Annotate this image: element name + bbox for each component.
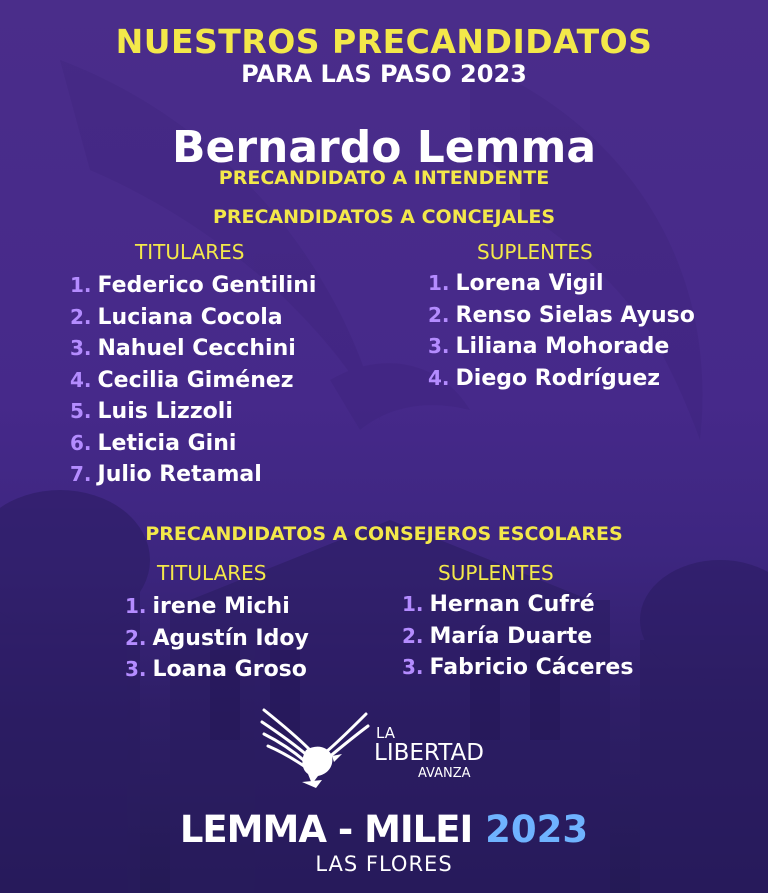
eagle-icon — [258, 704, 370, 790]
concejales-suplentes-label: SUPLENTES — [477, 240, 593, 264]
list-number: 3. — [402, 655, 424, 679]
slogan-year: 2023 — [485, 808, 589, 851]
list-number: 4. — [428, 365, 450, 390]
footer-slogan — [0, 808, 768, 851]
list-item — [402, 589, 633, 621]
list-number: 3. — [70, 336, 92, 360]
list-item — [70, 428, 316, 460]
slogan-names: LEMMA - MILEI — [179, 808, 473, 851]
list-item — [125, 591, 309, 623]
list-number: 3. — [428, 334, 450, 358]
list-item — [70, 396, 316, 428]
candidate-name: Diego Rodríguez — [455, 365, 661, 391]
list-item — [428, 331, 695, 363]
candidate-name: Fabricio Cáceres — [429, 655, 634, 680]
page-subtitle: PARA LAS PASO 2023 — [241, 60, 527, 88]
list-number: 2. — [428, 302, 450, 327]
consejeros-titulares-label: TITULARES — [157, 561, 267, 585]
concejales-titulares-label: TITULARES — [135, 240, 245, 264]
consejeros-heading: PRECANDIDATOS A CONSEJEROS ESCOLARES — [145, 523, 623, 545]
candidate-name: Julio Retamal — [97, 462, 262, 487]
candidate-name: Hernan Cufré — [429, 592, 595, 617]
candidate-name: Lorena Vigil — [455, 271, 604, 296]
logo-line-libertad: LIBERTAD — [374, 740, 484, 766]
candidate-name: irene Michi — [152, 594, 290, 619]
list-item — [428, 268, 695, 300]
party-logo — [258, 704, 518, 794]
intendente-name: Bernardo Lemma — [171, 122, 597, 173]
candidate-name: Loana Groso — [152, 657, 307, 682]
list-number: 6. — [70, 430, 92, 455]
list-item — [70, 302, 316, 334]
candidate-name: Cecilia Giménez — [97, 367, 294, 393]
candidate-name: Leticia Gini — [97, 430, 237, 456]
candidate-name: Luciana Cocola — [97, 304, 283, 330]
candidate-name: María Duarte — [429, 623, 593, 649]
concejales-suplentes-list — [428, 268, 695, 394]
list-item — [125, 654, 309, 686]
candidate-name: Renso Sielas Ayuso — [455, 302, 695, 328]
list-number: 2. — [402, 623, 424, 648]
list-item — [70, 365, 316, 397]
list-number: 4. — [70, 367, 92, 392]
list-item — [125, 623, 309, 655]
consejeros-titulares-list — [125, 591, 309, 686]
list-number: 7. — [70, 462, 92, 486]
list-number: 5. — [70, 399, 92, 423]
candidate-name: Federico Gentilini — [97, 273, 317, 298]
list-number: 2. — [70, 304, 92, 329]
candidate-name: Nahuel Cecchini — [97, 336, 296, 361]
list-item — [402, 652, 633, 684]
list-item — [402, 621, 633, 653]
candidate-name: Liliana Mohorade — [455, 334, 670, 359]
logo-line-avanza: AVANZA — [418, 766, 471, 781]
intendente-role: PRECANDIDATO A INTENDENTE — [218, 167, 550, 189]
concejales-titulares-list — [70, 270, 316, 491]
candidate-name: Agustín Idoy — [152, 625, 309, 651]
concejales-heading: PRECANDIDATOS A CONCEJALES — [212, 206, 556, 228]
list-number: 1. — [125, 594, 147, 618]
candidate-name: Luis Lizzoli — [97, 399, 233, 424]
list-number: 3. — [125, 657, 147, 681]
list-item — [428, 363, 695, 395]
list-item — [70, 270, 316, 302]
logo-line-la: LA — [376, 724, 395, 742]
list-item — [70, 333, 316, 365]
list-number: 1. — [428, 271, 450, 295]
consejeros-suplentes-list — [402, 589, 633, 684]
footer-city: LAS FLORES — [315, 852, 453, 876]
list-number: 1. — [402, 592, 424, 616]
page-title: NUESTROS PRECANDIDATOS — [115, 22, 653, 61]
consejeros-suplentes-label: SUPLENTES — [438, 561, 554, 585]
list-number: 1. — [70, 273, 92, 297]
list-item — [428, 300, 695, 332]
list-item — [70, 459, 316, 491]
list-number: 2. — [125, 625, 147, 650]
